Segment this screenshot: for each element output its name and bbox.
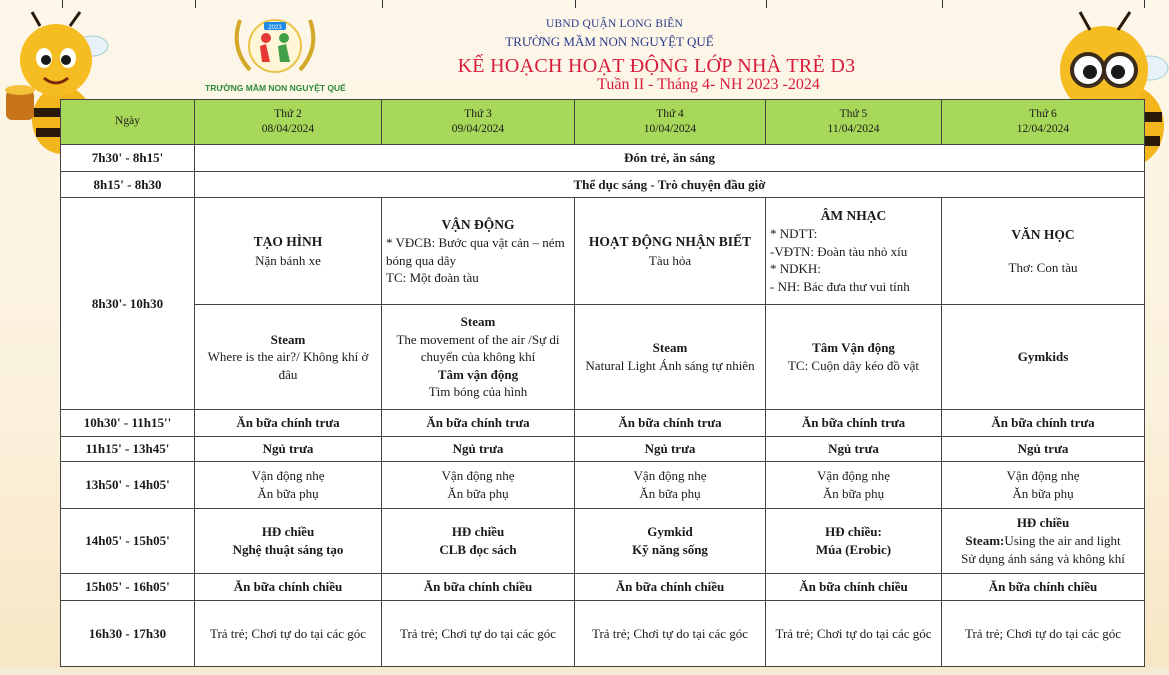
activity-cell: Ăn bữa chính trưa [382, 409, 575, 436]
activity-text: Ăn bữa phụ [447, 485, 509, 501]
activity-title: Tâm Vận động [812, 340, 895, 356]
header-ngay: Ngày [61, 100, 195, 145]
activity-cell: Trả trẻ; Chơi tự do tại các góc [382, 600, 575, 666]
activity-title: VẬN ĐỘNG [441, 216, 515, 232]
edge-line [1144, 0, 1145, 8]
activity-text: Vận động nhẹ [1006, 468, 1080, 484]
table-row [61, 600, 1145, 666]
activity-text: Thơ: Con tàu [1008, 259, 1078, 275]
activity-text: Vận động nhẹ [441, 468, 515, 484]
activity-text: Gymkid [647, 524, 693, 540]
activity-title: ÂM NHẠC [820, 208, 887, 224]
day-name: Thứ 4 [656, 107, 684, 120]
day-name: Thứ 2 [274, 107, 302, 120]
activity-text: Tìm bóng của hình [428, 384, 528, 400]
activity-text: HĐ chiều [451, 524, 505, 540]
day-date: 09/04/2024 [451, 123, 505, 136]
table-row [61, 508, 1145, 573]
day-date: 12/04/2024 [1016, 123, 1070, 136]
day-name: Thứ 6 [1029, 107, 1057, 120]
activity-text: * VĐCB: Bước qua vật cản – ném bóng qua dây [386, 235, 565, 268]
header-day-1 [195, 100, 382, 145]
activity-cell [382, 305, 575, 409]
edge-line [942, 0, 943, 8]
activity-cell [766, 508, 942, 573]
header-day-4 [766, 100, 942, 145]
activity-cell [382, 508, 575, 573]
activity-plan-table [60, 99, 1145, 667]
district-name: UBND QUẬN LONG BIÊN [546, 18, 683, 30]
activity-title: TẠO HÌNH [253, 234, 323, 250]
activity-cell: Ngủ trưa [195, 436, 382, 461]
school-logo-icon [200, 8, 350, 94]
activity-text: HĐ chiều [1016, 515, 1070, 531]
activity-cell: Ăn bữa chính trưa [766, 409, 942, 436]
activity-cell: Ăn bữa chính trưa [942, 409, 1145, 436]
table-row [61, 172, 1145, 198]
edge-line [195, 0, 196, 8]
table-row [61, 145, 1145, 172]
activity-text: HĐ chiều [261, 524, 315, 540]
activity-text: Sử dụng ánh sáng và không khí [961, 550, 1125, 566]
activity-cell [575, 198, 766, 305]
activity-cell: Trả trẻ; Chơi tự do tại các góc [766, 600, 942, 666]
edge-line [575, 0, 576, 8]
time-cell: 15h05' - 16h05' [61, 573, 195, 600]
activity-text: Vận động nhẹ [251, 468, 325, 484]
day-date: 10/04/2024 [643, 123, 697, 136]
activity-cell: Ăn bữa chính chiều [382, 573, 575, 600]
table-row [61, 436, 1145, 461]
logo-year: 2023 [268, 25, 282, 31]
activity-text: Nghệ thuật sáng tạo [232, 541, 344, 557]
activity-title: HOẠT ĐỘNG NHẬN BIẾT [588, 234, 752, 250]
table-header-row [61, 100, 1145, 145]
activity-cell [766, 461, 942, 508]
plan-title: KẾ HOẠCH HOẠT ĐỘNG LỚP NHÀ TRẺ D3 [457, 55, 856, 77]
activity-cell: Trả trẻ; Chơi tự do tại các góc [942, 600, 1145, 666]
activity-cell: Thể dục sáng - Trò chuyện đầu giờ [195, 172, 1145, 198]
activity-text: Where is the air?/ Không khí ở đâu [207, 349, 369, 382]
day-name: Thứ 5 [839, 107, 868, 120]
activity-title: Steam [460, 314, 496, 330]
header-day-2 [382, 100, 575, 145]
activity-cell: Ăn bữa chính chiều [942, 573, 1145, 600]
table-row [61, 461, 1145, 508]
edge-line [382, 0, 383, 8]
activity-text: Natural Light Ánh sáng tự nhiên [585, 357, 755, 373]
activity-text: Vận động nhẹ [633, 468, 707, 484]
time-cell: 8h15' - 8h30 [61, 172, 195, 198]
activity-cell: Ăn bữa chính chiều [575, 573, 766, 600]
activity-cell [942, 508, 1145, 573]
activity-cell [382, 198, 575, 305]
page-header [0, 10, 1169, 100]
activity-cell: Trả trẻ; Chơi tự do tại các góc [195, 600, 382, 666]
activity-text: Using the air and light [1004, 532, 1121, 548]
time-cell: 16h30 - 17h30 [61, 600, 195, 666]
table-row [61, 573, 1145, 600]
time-cell: 8h30'- 10h30 [61, 198, 195, 409]
top-edge-strip [0, 0, 1169, 8]
table-row [61, 409, 1145, 436]
activity-cell [575, 508, 766, 573]
school-name: TRƯỜNG MẦM NON NGUYỆT QUẾ [505, 34, 714, 49]
activity-text: Kỹ năng sống [632, 541, 708, 557]
day-name: Thứ 3 [464, 107, 492, 120]
time-cell: 14h05' - 15h05' [61, 508, 195, 573]
activity-cell: Ngủ trưa [575, 436, 766, 461]
time-cell: 11h15' - 13h45' [61, 436, 195, 461]
steam-label: Steam: [965, 532, 1005, 548]
activity-cell [382, 461, 575, 508]
activity-text: Ăn bữa phụ [257, 485, 319, 501]
activity-cell: Trả trẻ; Chơi tự do tại các góc [575, 600, 766, 666]
activity-text: Ăn bữa phụ [1012, 485, 1074, 501]
activity-cell [195, 305, 382, 409]
activity-text: -VĐTN: Đoàn tàu nhỏ xíu [770, 243, 908, 259]
edge-line [766, 0, 767, 8]
time-cell: 10h30' - 11h15'' [61, 409, 195, 436]
activity-text: - NH: Bác đưa thư vui tính [770, 278, 910, 294]
activity-title: VĂN HỌC [1011, 227, 1075, 243]
activity-cell [766, 305, 942, 409]
activity-text: TC: Cuộn dây kéo đồ vật [787, 357, 920, 373]
activity-cell [195, 198, 382, 305]
activity-text: Ăn bữa phụ [822, 485, 885, 501]
week-label: Tuần II - Tháng 4- NH 2023 -2024 [597, 76, 820, 93]
activity-cell [942, 461, 1145, 508]
day-date: 11/04/2024 [827, 123, 880, 136]
activity-text: Múa (Erobic) [815, 541, 892, 557]
day-date: 08/04/2024 [261, 123, 315, 136]
activity-cell: Ăn bữa chính chiều [195, 573, 382, 600]
activity-cell: Gymkids [942, 305, 1145, 409]
table-row [61, 198, 1145, 305]
activity-cell [195, 461, 382, 508]
time-cell: 7h30' - 8h15' [61, 145, 195, 172]
activity-text: TC: Một đoàn tàu [386, 270, 479, 286]
header-day-3 [575, 100, 766, 145]
activity-text: The movement of the air /Sự di chuyển của không khí [396, 331, 560, 365]
activity-cell: Ăn bữa chính chiều [766, 573, 942, 600]
time-cell: 13h50' - 14h05' [61, 461, 195, 508]
activity-cell: Ăn bữa chính trưa [195, 409, 382, 436]
activity-cell: Ngủ trưa [382, 436, 575, 461]
activity-text: HĐ chiều: [825, 524, 882, 540]
activity-cell: Ngủ trưa [766, 436, 942, 461]
activity-text: Ăn bữa phụ [639, 485, 701, 501]
activity-text: CLB đọc sách [439, 541, 517, 557]
activity-cell [575, 461, 766, 508]
activity-cell [575, 305, 766, 409]
activity-cell: Ăn bữa chính trưa [575, 409, 766, 436]
bottom-edge-strip [0, 667, 1169, 675]
activity-text: Tàu hỏa [648, 252, 692, 268]
logo-school-name: TRƯỜNG MẦM NON NGUYỆT QUẾ [205, 83, 346, 93]
activity-text: * NDKH: [770, 261, 821, 277]
activity-text: Nặn bánh xe [255, 252, 321, 268]
activity-cell [766, 198, 942, 305]
activity-cell [942, 198, 1145, 305]
activity-cell: Ngủ trưa [942, 436, 1145, 461]
activity-title: Tâm vận động [437, 366, 519, 382]
table-row [61, 305, 1145, 409]
edge-line [62, 0, 63, 8]
activity-cell: Đón trẻ, ăn sáng [195, 145, 1145, 172]
activity-cell [195, 508, 382, 573]
header-day-5 [942, 100, 1145, 145]
activity-text: * NDTT: [770, 226, 818, 242]
activity-title: Steam [270, 331, 306, 347]
activity-title: Steam [652, 340, 688, 356]
activity-text: Vận động nhẹ [817, 468, 890, 484]
